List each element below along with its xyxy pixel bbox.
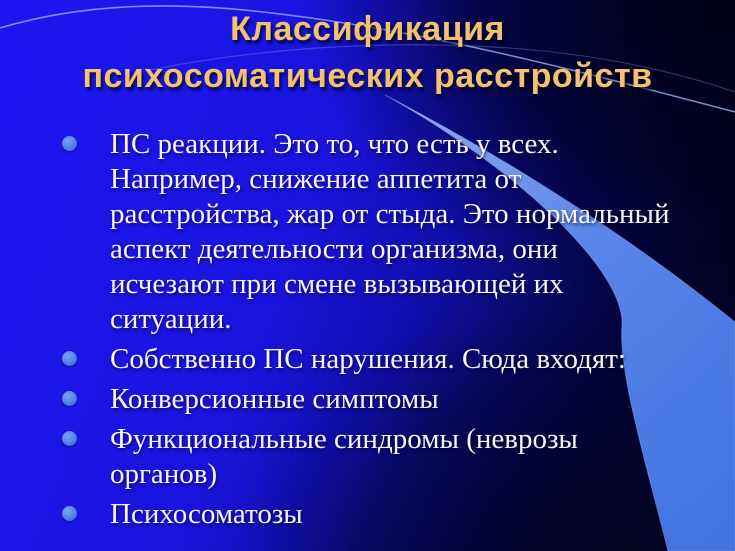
bullet-text-line: исчезают при смене вызывающей их <box>110 268 564 300</box>
title-line-2: психосоматических расстройств <box>82 57 653 95</box>
bullet-icon <box>62 136 77 151</box>
bullet-text-line: Психосоматозы <box>110 498 303 530</box>
bullet-icon <box>62 431 77 446</box>
bullet-text-line: ситуации. <box>110 303 232 335</box>
bullet-item <box>62 382 687 417</box>
bullet-icon <box>62 506 77 521</box>
bullet-text-line: ПС реакции. Это то, что есть у всех. <box>110 128 559 160</box>
bullet-item <box>62 422 687 492</box>
bullet-item <box>62 342 687 377</box>
title-line-1: Классификация <box>230 10 505 48</box>
bullet-text <box>110 422 578 492</box>
bullet-text-line: Собственно ПС нарушения. Сюда входят: <box>110 343 626 375</box>
bullet-item <box>62 127 687 337</box>
slide-title <box>0 6 735 100</box>
bullet-text-line: Функциональные синдромы (неврозы <box>110 423 578 455</box>
bullet-text <box>110 382 439 417</box>
bullet-text-line: органов) <box>110 458 218 490</box>
bullet-text-line: расстройства, жар от стыда. Это нормальный <box>110 198 670 230</box>
bullet-text <box>110 497 303 532</box>
bullet-text-line: Например, снижение аппетита от <box>110 163 522 195</box>
bullet-text-line: аспект деятельности организма, они <box>110 233 558 265</box>
bullet-list <box>62 127 687 537</box>
bullet-icon <box>62 351 77 366</box>
bullet-text <box>110 127 670 337</box>
bullet-item <box>62 497 687 532</box>
bullet-icon <box>62 391 77 406</box>
bullet-text-line: Конверсионные симптомы <box>110 383 439 415</box>
bullet-text <box>110 342 626 377</box>
